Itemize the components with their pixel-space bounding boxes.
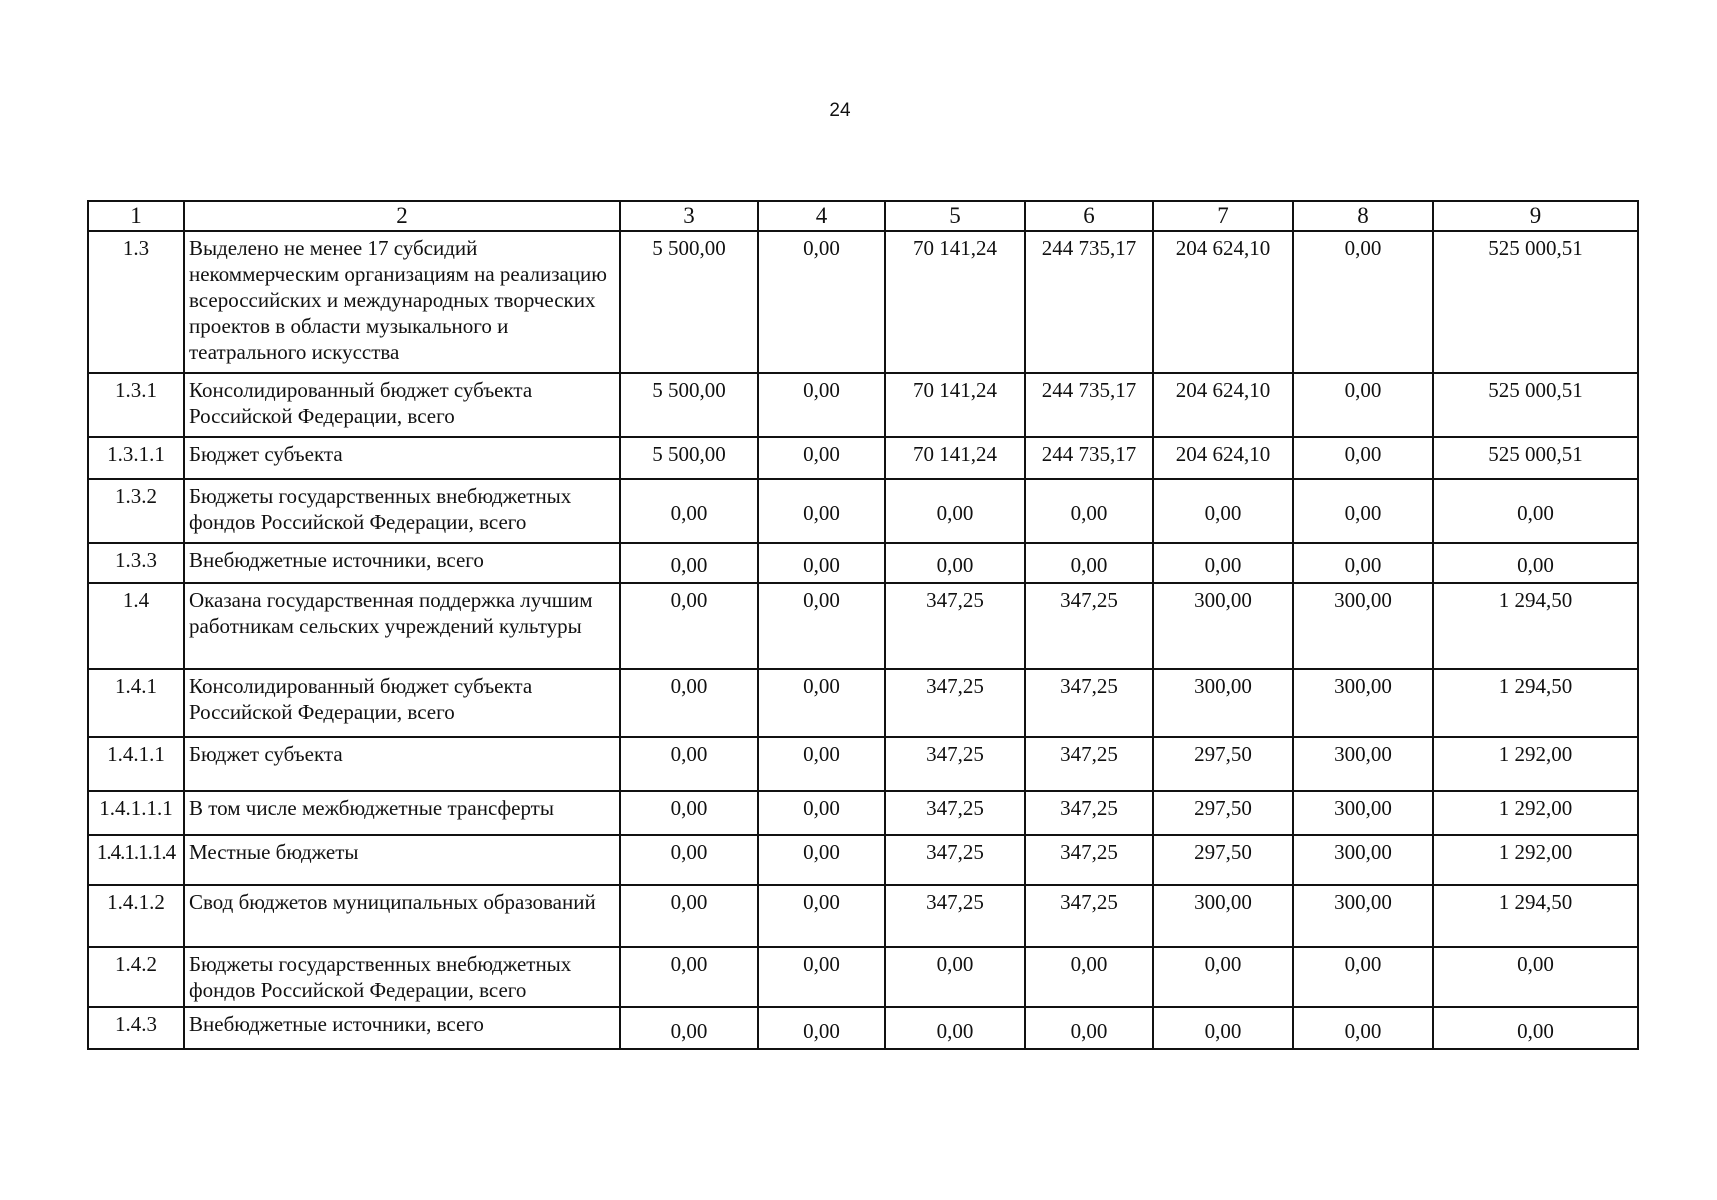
value-cell: 5 500,00 (620, 437, 758, 479)
header-row (88, 201, 1638, 231)
row-code: 1.4.1.2 (88, 885, 184, 947)
row-label: Бюджеты государственных внебюджетных фондов Российской Федерации, всего (184, 479, 620, 543)
value-cell: 1 294,50 (1433, 583, 1638, 669)
row-label: Внебюджетные источники, всего (184, 543, 620, 583)
value-cell: 525 000,51 (1433, 373, 1638, 437)
row-label: Выделено не менее 17 субсидий некоммерческим организациям на реализацию всероссийских и международных творческих проектов в области музыкального и театрального искусства (184, 231, 620, 373)
value-cell: 300,00 (1293, 669, 1433, 737)
row-label: В том числе межбюджетные трансферты (184, 791, 620, 835)
row-label: Консолидированный бюджет субъекта Российской Федерации, всего (184, 373, 620, 437)
value-cell: 300,00 (1153, 583, 1293, 669)
value-cell: 0,00 (1433, 1007, 1638, 1049)
value-cell: 1 294,50 (1433, 885, 1638, 947)
row-label: Внебюджетные источники, всего (184, 1007, 620, 1049)
value-cell: 347,25 (885, 791, 1025, 835)
table-row (88, 791, 1638, 835)
value-cell: 0,00 (620, 479, 758, 543)
value-cell: 0,00 (758, 791, 885, 835)
row-label: Оказана государственная поддержка лучшим работникам сельских учреждений культуры (184, 583, 620, 669)
value-cell: 244 735,17 (1025, 231, 1153, 373)
value-cell: 70 141,24 (885, 437, 1025, 479)
table-row (88, 583, 1638, 669)
value-cell: 0,00 (1293, 437, 1433, 479)
value-cell: 0,00 (1433, 479, 1638, 543)
value-cell: 0,00 (1293, 479, 1433, 543)
row-code: 1.4.1.1.1.4 (88, 835, 184, 885)
column-header: 5 (885, 201, 1025, 231)
value-cell: 70 141,24 (885, 231, 1025, 373)
table-row (88, 835, 1638, 885)
value-cell: 0,00 (1433, 543, 1638, 583)
row-code: 1.3.3 (88, 543, 184, 583)
value-cell: 0,00 (1293, 947, 1433, 1007)
value-cell: 0,00 (1153, 479, 1293, 543)
value-cell: 300,00 (1293, 885, 1433, 947)
row-label: Бюджет субъекта (184, 737, 620, 791)
value-cell: 347,25 (885, 583, 1025, 669)
table-row (88, 947, 1638, 1007)
value-cell: 0,00 (1293, 1007, 1433, 1049)
column-header: 4 (758, 201, 885, 231)
table-row (88, 437, 1638, 479)
value-cell: 347,25 (885, 737, 1025, 791)
value-cell: 1 292,00 (1433, 737, 1638, 791)
value-cell: 1 294,50 (1433, 669, 1638, 737)
column-header: 1 (88, 201, 184, 231)
value-cell: 0,00 (758, 231, 885, 373)
value-cell: 0,00 (620, 1007, 758, 1049)
row-label: Консолидированный бюджет субъекта Российской Федерации, всего (184, 669, 620, 737)
value-cell: 297,50 (1153, 791, 1293, 835)
table-row (88, 1007, 1638, 1049)
value-cell: 0,00 (758, 737, 885, 791)
table-row (88, 737, 1638, 791)
value-cell: 0,00 (620, 669, 758, 737)
value-cell: 0,00 (1293, 543, 1433, 583)
row-code: 1.4.2 (88, 947, 184, 1007)
value-cell: 0,00 (758, 885, 885, 947)
row-code: 1.4.3 (88, 1007, 184, 1049)
value-cell: 347,25 (885, 669, 1025, 737)
column-header: 9 (1433, 201, 1638, 231)
row-code: 1.4.1 (88, 669, 184, 737)
column-header: 7 (1153, 201, 1293, 231)
value-cell: 347,25 (1025, 583, 1153, 669)
value-cell: 5 500,00 (620, 231, 758, 373)
column-header: 6 (1025, 201, 1153, 231)
table-row (88, 543, 1638, 583)
value-cell: 0,00 (620, 737, 758, 791)
value-cell: 0,00 (758, 543, 885, 583)
value-cell: 0,00 (1153, 1007, 1293, 1049)
value-cell: 347,25 (885, 835, 1025, 885)
table-row (88, 479, 1638, 543)
row-code: 1.3.2 (88, 479, 184, 543)
value-cell: 0,00 (1025, 543, 1153, 583)
value-cell: 204 624,10 (1153, 231, 1293, 373)
row-label: Бюджеты государственных внебюджетных фондов Российской Федерации, всего (184, 947, 620, 1007)
value-cell: 0,00 (885, 1007, 1025, 1049)
value-cell: 525 000,51 (1433, 231, 1638, 373)
value-cell: 244 735,17 (1025, 373, 1153, 437)
value-cell: 347,25 (1025, 885, 1153, 947)
value-cell: 0,00 (758, 373, 885, 437)
column-header: 3 (620, 201, 758, 231)
row-code: 1.3 (88, 231, 184, 373)
value-cell: 300,00 (1293, 737, 1433, 791)
value-cell: 297,50 (1153, 835, 1293, 885)
value-cell: 0,00 (620, 791, 758, 835)
row-code: 1.3.1.1 (88, 437, 184, 479)
value-cell: 0,00 (620, 543, 758, 583)
column-header: 8 (1293, 201, 1433, 231)
value-cell: 525 000,51 (1433, 437, 1638, 479)
row-label: Местные бюджеты (184, 835, 620, 885)
value-cell: 300,00 (1293, 835, 1433, 885)
value-cell: 0,00 (885, 543, 1025, 583)
value-cell: 0,00 (885, 479, 1025, 543)
value-cell: 0,00 (1025, 1007, 1153, 1049)
page-number: 24 (829, 100, 851, 121)
value-cell: 0,00 (758, 437, 885, 479)
value-cell: 204 624,10 (1153, 437, 1293, 479)
row-code: 1.3.1 (88, 373, 184, 437)
table-row (88, 885, 1638, 947)
value-cell: 0,00 (1025, 479, 1153, 543)
value-cell: 0,00 (1153, 543, 1293, 583)
value-cell: 347,25 (885, 885, 1025, 947)
value-cell: 0,00 (758, 835, 885, 885)
value-cell: 0,00 (620, 947, 758, 1007)
budget-table (87, 200, 1639, 1050)
value-cell: 0,00 (758, 669, 885, 737)
value-cell: 0,00 (1293, 231, 1433, 373)
value-cell: 347,25 (1025, 835, 1153, 885)
row-code: 1.4.1.1 (88, 737, 184, 791)
row-label: Бюджет субъекта (184, 437, 620, 479)
value-cell: 0,00 (620, 885, 758, 947)
value-cell: 0,00 (758, 947, 885, 1007)
value-cell: 0,00 (758, 479, 885, 543)
value-cell: 1 292,00 (1433, 835, 1638, 885)
value-cell: 70 141,24 (885, 373, 1025, 437)
value-cell: 300,00 (1293, 583, 1433, 669)
value-cell: 0,00 (758, 1007, 885, 1049)
value-cell: 347,25 (1025, 669, 1153, 737)
value-cell: 0,00 (620, 583, 758, 669)
value-cell: 5 500,00 (620, 373, 758, 437)
row-label: Свод бюджетов муниципальных образований (184, 885, 620, 947)
row-code: 1.4 (88, 583, 184, 669)
value-cell: 347,25 (1025, 791, 1153, 835)
value-cell: 0,00 (620, 835, 758, 885)
value-cell: 204 624,10 (1153, 373, 1293, 437)
row-code: 1.4.1.1.1 (88, 791, 184, 835)
table-row (88, 373, 1638, 437)
value-cell: 0,00 (1025, 947, 1153, 1007)
value-cell: 1 292,00 (1433, 791, 1638, 835)
value-cell: 0,00 (758, 583, 885, 669)
value-cell: 0,00 (1153, 947, 1293, 1007)
value-cell: 300,00 (1153, 885, 1293, 947)
value-cell: 0,00 (1293, 373, 1433, 437)
table-row (88, 231, 1638, 373)
value-cell: 0,00 (1433, 947, 1638, 1007)
value-cell: 300,00 (1293, 791, 1433, 835)
table-row (88, 669, 1638, 737)
value-cell: 297,50 (1153, 737, 1293, 791)
column-header: 2 (184, 201, 620, 231)
value-cell: 347,25 (1025, 737, 1153, 791)
value-cell: 300,00 (1153, 669, 1293, 737)
value-cell: 0,00 (885, 947, 1025, 1007)
value-cell: 244 735,17 (1025, 437, 1153, 479)
